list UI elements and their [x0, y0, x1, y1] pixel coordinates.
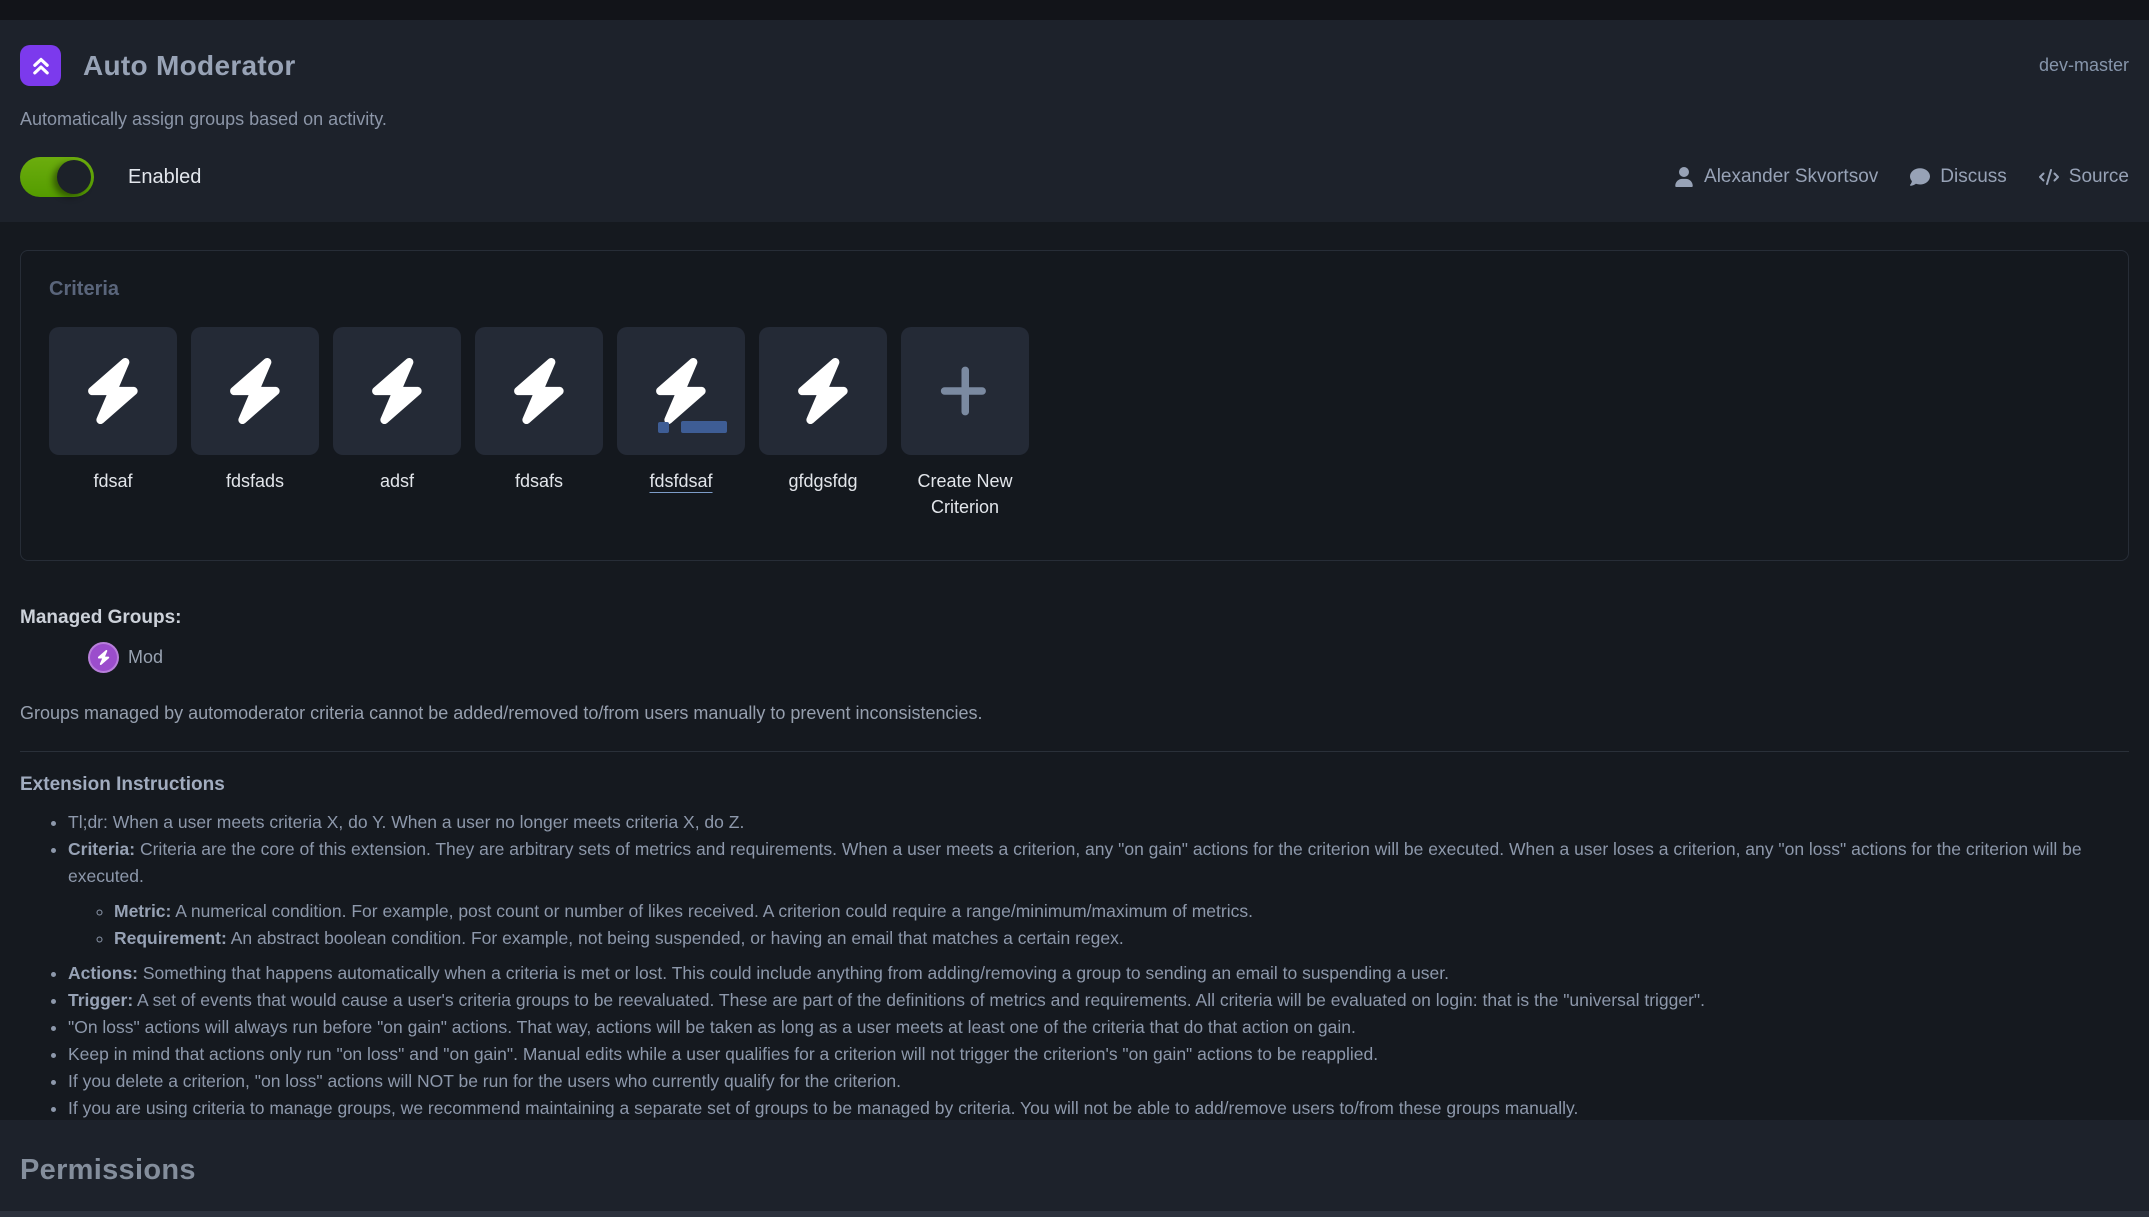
- instruction-lead: Criteria:: [68, 839, 136, 859]
- angles-up-icon: [30, 55, 52, 77]
- bolt-icon: [652, 358, 710, 424]
- criteria-heading: Criteria: [49, 278, 120, 300]
- source-link-label: Source: [2068, 166, 2129, 187]
- author-link-label: Alexander Skvortsov: [1704, 166, 1879, 187]
- create-criterion-button[interactable]: [901, 327, 1029, 520]
- criterion-tile: [333, 327, 461, 455]
- criterion-card[interactable]: [49, 327, 177, 494]
- instruction-item: • If you delete a criterion, "on loss" actions will NOT be run for the users who currently qualify for the criterion.: [68, 1068, 2129, 1095]
- criterion-tile: [191, 327, 319, 455]
- header-controls-row: [20, 157, 2129, 197]
- managed-groups-note: Groups managed by automoderator criteria cannot be added/removed to/from users manually to prevent inconsistencies.: [20, 703, 983, 723]
- extension-description: Automatically assign groups based on activity.: [20, 109, 387, 129]
- permissions-heading: Permissions: [20, 1154, 196, 1186]
- criterion-label: fdsafs: [514, 471, 564, 491]
- enabled-label: Enabled: [128, 165, 202, 188]
- criterion-tile: [49, 327, 177, 455]
- instruction-sublist: [68, 898, 2129, 952]
- bolt-icon: [794, 358, 852, 424]
- source-link[interactable]: [2039, 166, 2129, 188]
- criterion-tile: [475, 327, 603, 455]
- extension-body: [0, 222, 2149, 1120]
- managed-group-item: [88, 642, 2129, 673]
- criterion-label: fdsfdsaf: [649, 471, 713, 491]
- instruction-item: • Actions: Something that happens automatically when a criteria is met or lost. This could include anything from adding/removing a group to sending an email to suspending a user.: [68, 960, 2129, 987]
- managed-groups-list: [20, 642, 2129, 673]
- bolt-icon: [84, 358, 142, 424]
- selection-dash: [658, 422, 669, 433]
- extension-header: [0, 20, 2149, 222]
- instruction-item: ◦ Requirement: An abstract boolean condition. For example, not being suspended, or having an email that matches a certain regex.: [114, 925, 2129, 952]
- criterion-label: fdsfads: [225, 471, 285, 491]
- bolt-icon: [368, 358, 426, 424]
- criteria-card-list: [49, 327, 2100, 520]
- create-criterion-label: Create New Criterion: [917, 471, 1013, 517]
- discuss-link[interactable]: [1910, 166, 2007, 188]
- criterion-card[interactable]: [759, 327, 887, 494]
- instruction-item: • Trigger: A set of events that would cause a user's criteria groups to be reevaluated. These are part of the definitions of metrics and requirements. All criteria will be evaluated on login: that is the "universal trigger".: [68, 987, 2129, 1014]
- version-label: dev-master: [2038, 55, 2129, 75]
- instruction-item: ◦ Metric: A numerical condition. For example, post count or number of likes received. A criterion could require a range/minimum/maximum of metrics.: [114, 898, 2129, 925]
- toggle-knob: [57, 160, 91, 194]
- criterion-card[interactable]: [191, 327, 319, 494]
- extension-icon: [20, 45, 61, 86]
- create-criterion-tile: [901, 327, 1029, 455]
- instructions-list: [20, 809, 2129, 1120]
- instructions-heading: Extension Instructions: [20, 774, 225, 795]
- bolt-icon: [97, 650, 110, 665]
- instructions-section: [20, 774, 2129, 1120]
- selection-dash: [681, 421, 727, 433]
- top-bar: [0, 0, 2149, 20]
- code-icon: [2039, 167, 2059, 187]
- instruction-item: • Tl;dr: When a user meets criteria X, do Y. When a user no longer meets criteria X, do Z.: [68, 809, 2129, 836]
- bolt-icon: [226, 358, 284, 424]
- criteria-panel: [20, 250, 2129, 561]
- comment-icon: [1910, 167, 1930, 187]
- criterion-label: gfdgsfdg: [788, 471, 858, 491]
- managed-groups-heading: Managed Groups:: [20, 607, 182, 628]
- instruction-lead: Actions:: [68, 963, 138, 983]
- instruction-item: • "On loss" actions will always run before "on gain" actions. That way, actions will be taken as long as a user meets at least one of the criteria that do that action on gain.: [68, 1014, 2129, 1041]
- permissions-section: [0, 1120, 2149, 1211]
- section-divider: [20, 751, 2129, 752]
- instruction-item: • Criteria: Criteria are the core of this extension. They are arbitrary sets of metrics and requirements. When a user meets a criterion, any "on gain" actions for the criterion will be executed. When a user loses a criterion, any "on loss" actions for the criterion will be executed. ◦ Metric: A numerical condition. For example, post count or number of likes received. A criterion could require a range/minimum/maximum of metrics. ◦ Requirement: An abstract boolean condition. For example, not being suspended, or having an email that matches a certain regex.: [68, 836, 2129, 952]
- enabled-toggle[interactable]: [20, 157, 94, 197]
- instruction-lead: Trigger:: [68, 990, 134, 1010]
- bottom-strip: [0, 1211, 2149, 1217]
- group-badge: [88, 642, 119, 673]
- criterion-label: fdsaf: [93, 471, 133, 491]
- plus-icon: [939, 361, 992, 421]
- managed-groups-section: [20, 607, 2129, 724]
- instruction-item: • If you are using criteria to manage groups, we recommend maintaining a separate set of groups to be managed by criteria. You will not be able to add/remove users to/from these groups manually.: [68, 1095, 2129, 1120]
- group-name: Mod: [128, 647, 164, 667]
- header-title-row: [20, 20, 2129, 86]
- criterion-label: adsf: [379, 471, 415, 491]
- instruction-lead: Requirement:: [114, 928, 227, 948]
- user-icon: [1674, 167, 1694, 187]
- bolt-icon: [510, 358, 568, 424]
- criterion-card[interactable]: [475, 327, 603, 494]
- instruction-lead: Metric:: [114, 901, 172, 921]
- instruction-item: • Keep in mind that actions only run "on loss" and "on gain". Manual edits while a user qualifies for a criterion will not trigger the criterion's "on gain" actions to be reapplied.: [68, 1041, 2129, 1068]
- criterion-card[interactable]: [333, 327, 461, 494]
- page-title: Auto Moderator: [83, 49, 296, 81]
- author-link[interactable]: [1674, 166, 1878, 188]
- extension-links: [1674, 166, 2129, 188]
- criterion-tile: [617, 327, 745, 455]
- discuss-link-label: Discuss: [1940, 166, 2007, 187]
- criterion-tile: [759, 327, 887, 455]
- criterion-card[interactable]: [617, 327, 745, 494]
